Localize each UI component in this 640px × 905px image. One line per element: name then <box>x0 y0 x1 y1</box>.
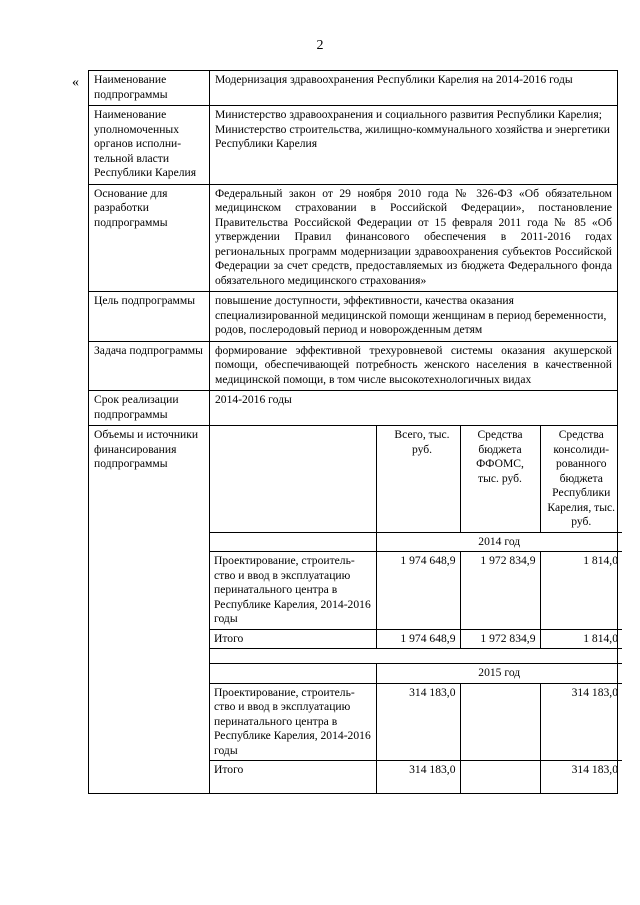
row-value: повышение доступности, эффективности, качества оказания специализированной медицинской помощи женщинам в период беременности, родов, послеродовый период и новорожденным детям <box>210 292 618 342</box>
financing-item-name: Итого <box>210 629 376 649</box>
table-row <box>89 106 618 185</box>
financing-ffoms <box>460 683 540 761</box>
row-label: Объемы и источники финансирования подпрограммы <box>89 426 210 794</box>
financing-cell <box>210 426 618 794</box>
financing-total: 314 183,0 <box>376 683 460 761</box>
header-cell <box>210 426 376 532</box>
financing-header-row <box>210 426 622 532</box>
row-label: Наименование подпрограммы <box>89 71 210 106</box>
table-row <box>89 71 618 106</box>
financing-row <box>210 552 622 630</box>
financing-total: 1 974 648,9 <box>376 629 460 649</box>
row-label: Цель подпрограммы <box>89 292 210 342</box>
financing-item-name: Проектирование, строитель-ство и ввод в эксплуатацию перинатального центра в Республике Карелия, 2014-2016 годы <box>210 552 376 630</box>
page-number: 2 <box>316 38 324 53</box>
financing-ffoms <box>460 761 540 794</box>
year-row <box>210 532 622 552</box>
financing-rk: 1 814,0 <box>540 629 622 649</box>
financing-row <box>210 761 622 794</box>
row-value: Федеральный закон от 29 ноября 2010 года № 326-ФЗ «Об обязательном медицинском страховании в Российской Федерации», постановление Правительства Российской Федерации от 15 февраля 2011 года № 85 «Об утверждении Правил финансового обеспечения в 2011-2016 годах региональных программ модернизации здравоохранения субъектов Российской Федерации за счет средств, предоставляемых из бюджета Федерального фонда обязательного медицинского страхования» <box>210 184 618 292</box>
financing-ffoms: 1 972 834,9 <box>460 552 540 630</box>
financing-row <box>210 683 622 761</box>
row-value: Министерство здравоохранения и социального развития Республики Карелия; Министерство строительства, жилищно-коммунального хозяйства и энергетики Республики Карелия <box>210 106 618 185</box>
passport-table <box>88 70 618 794</box>
table-row <box>89 426 618 794</box>
table-row <box>89 184 618 292</box>
table-row <box>89 292 618 342</box>
row-label: Срок реализации подпрограммы <box>89 391 210 426</box>
financing-ffoms: 1 972 834,9 <box>460 629 540 649</box>
table-row <box>89 341 618 391</box>
financing-table <box>210 426 622 793</box>
financing-total: 1 974 648,9 <box>376 552 460 630</box>
header-rk: Средства консолиди-рованного бюджета Республики Карелия, тыс. руб. <box>540 426 622 532</box>
financing-total: 314 183,0 <box>376 761 460 794</box>
financing-rk: 314 183,0 <box>540 761 622 794</box>
financing-item-name: Итого <box>210 761 376 794</box>
financing-rk: 1 814,0 <box>540 552 622 630</box>
year-label: 2015 год <box>376 664 622 684</box>
row-label: Задача подпрограммы <box>89 341 210 391</box>
year-label: 2014 год <box>376 532 622 552</box>
table-row <box>89 391 618 426</box>
financing-rk: 314 183,0 <box>540 683 622 761</box>
opening-quote-mark: « <box>72 75 79 90</box>
row-value: формирование эффективной трехуровневой системы оказания акушерской помощи, обеспечивающей потребность женского населения в качественной медицинской помощи, в том числе высокотехнологичных видах <box>210 341 618 391</box>
header-total: Всего, тыс. руб. <box>376 426 460 532</box>
row-value: 2014-2016 годы <box>210 391 618 426</box>
financing-item-name: Проектирование, строитель-ство и ввод в эксплуатацию перинатального центра в Республике Карелия, 2014-2016 годы <box>210 683 376 761</box>
row-value: Модернизация здравоохранения Республики Карелия на 2014-2016 годы <box>210 71 618 106</box>
financing-row <box>210 629 622 649</box>
header-ffoms: Средства бюджета ФФОМС, тыс. руб. <box>460 426 540 532</box>
row-label: Наименование уполномоченных органов исполни-тельной власти Республики Карелия <box>89 106 210 185</box>
year-row <box>210 664 622 684</box>
row-label: Основание для разработки подпрограммы <box>89 184 210 292</box>
